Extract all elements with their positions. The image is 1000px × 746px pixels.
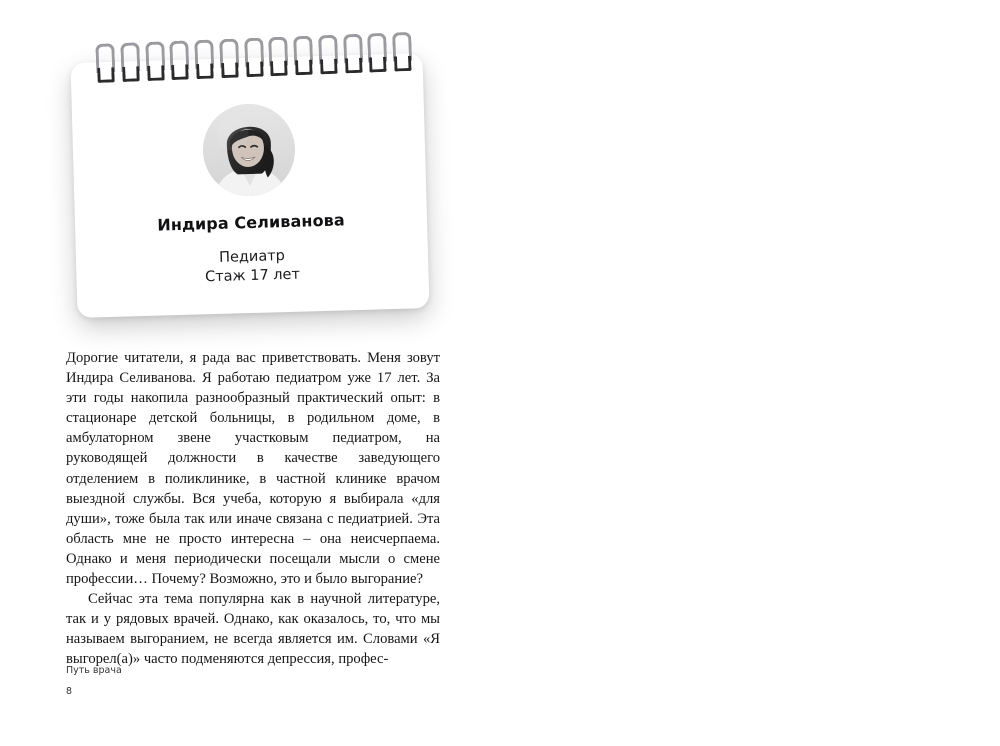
spiral-ring (268, 37, 283, 79)
spiral-ring (318, 35, 333, 77)
left-page-body-text (66, 348, 440, 670)
paragraph: Сейчас эта тема популярна как в научной литературе, так и у рядовых врачей. Однако, как оказалось, то, что мы называем выгоранием, не всегда является им. Словами «Я выгорел(а)» часто подменяются депрессия, профес- (66, 591, 440, 668)
notepad-card-inner (71, 53, 430, 318)
avatar (202, 103, 297, 198)
spiral-ring (219, 39, 234, 81)
right-page (500, 0, 1000, 746)
doctor-notepad-card (66, 28, 436, 328)
page-number: 8 (66, 686, 73, 697)
card-doctor-role: Педиатр (218, 248, 286, 266)
paragraph: Дорогие читатели, я рада вас приветствовать. Меня зовут Индира Селиванова. Я работаю педиатром уже 17 лет. За эти годы накопила разнообразный практический опыт: в стационаре детской больницы, в родильном доме, в амбулаторном звене участковым педиатром, на руководящей должности в качестве заведующего отделением в поликлинике, в частной клинике врачом выездной службы. Вся учеба, которую я выбирала «для души», тоже была так или иначе связана с педиатрией. Эта область мне не просто интересна – она неисчерпаема. Однако и меня периодически посещали мысли о смене профессии… Почему? Возможно, это и было выгорание? (66, 350, 440, 588)
spiral-ring (145, 42, 160, 84)
running-head: Путь врача (66, 665, 122, 676)
spiral-ring (367, 33, 382, 75)
spiral-ring (392, 32, 407, 74)
spiral-ring (343, 34, 358, 76)
card-doctor-experience: Стаж 17 лет (204, 266, 301, 286)
spiral-ring (95, 43, 110, 85)
spiral-ring (244, 38, 259, 80)
spiral-ring (194, 40, 209, 82)
spiral-ring (169, 41, 184, 83)
notepad-card-body (71, 53, 430, 318)
left-page-footer (66, 660, 122, 702)
spiral-ring (120, 43, 135, 85)
spiral-ring (293, 36, 308, 78)
card-doctor-name: Индира Селиванова (157, 210, 346, 235)
